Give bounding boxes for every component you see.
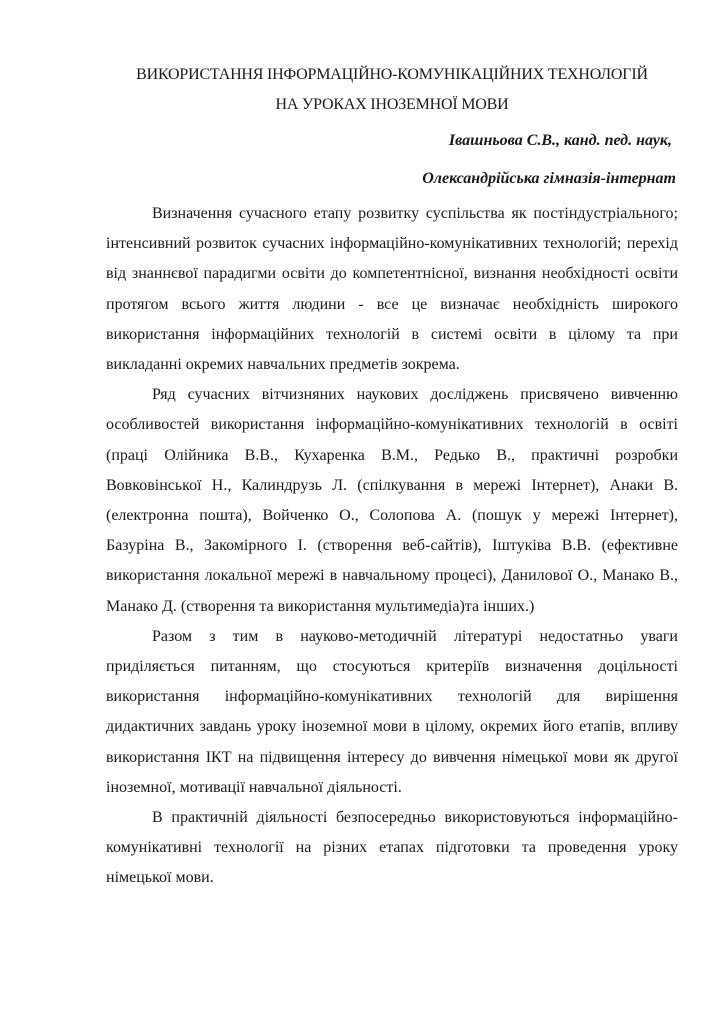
document-page: [106, 60, 678, 894]
document-title-line-2: НА УРОКАХ ІНОЗЕМНОЇ МОВИ: [275, 96, 509, 113]
document-title-line-1: ВИКОРИСТАННЯ ІНФОРМАЦІЙНО-КОМУНІКАЦІЙНИХ ТЕХНОЛОГІЙ: [136, 66, 648, 83]
body-paragraph-1: Визначення сучасного етапу розвитку суспільства як постіндустріального; інтенсивний розвиток сучасних інформаційно-комунікативних технологій; перехід від знаннєвої парадигми освіти до компетентнісної, визнання необхідності освіти протягом всього життя людини - все це визначає необхідність широкого використання інформаційних технологій в системі освіти в цілому та при викладанні окремих навчальних предметів зокрема.: [106, 205, 678, 374]
body-paragraph-2: Ряд сучасних вітчизняних наукових досліджень присвячено вивченню особливостей використання інформаційно-комунікативних технологій в освіті (праці Олійника В.В., Кухаренка В.М., Редько В., практичні розробки Вовковінської Н., Калиндрузь Л. (спілкування в мережі Інтернет), Анаки В. (електронна пошта), Войченко О., Солопова А. (пошук у мережі Інтернет), Базуріна В., Закомірного І. (створення веб-сайтів), Іштуківа В.В. (ефективне використання локальної мережі в навчальному процесі), Данилової О., Манако В., Манако Д. (створення та використання мультимедіа)та інших.): [106, 386, 678, 615]
author-name: Івашньова С.В., канд. пед. наук,: [448, 132, 672, 149]
author-affiliation: Олександрійська гімназія-інтернат: [422, 170, 676, 187]
body-paragraph-3: Разом з тим в науково-методичній літературі недостатньо уваги приділяється питанням, що стосуються критеріїв визначення доцільності використання інформаційно-комунікативних технологій для вирішення дидактичних завдань уроку іноземної мови в цілому, окремих його етапів, впливу використання ІКТ на підвищення інтересу до вивчення німецької мови як другої іноземної, мотивації навчальної діяльності.: [106, 627, 678, 796]
body-paragraph-4: В практичній діяльності безпосередньо використовуються інформаційно-комунікативні технології на різних етапах підготовки та проведення уроку німецької мови.: [106, 809, 678, 887]
